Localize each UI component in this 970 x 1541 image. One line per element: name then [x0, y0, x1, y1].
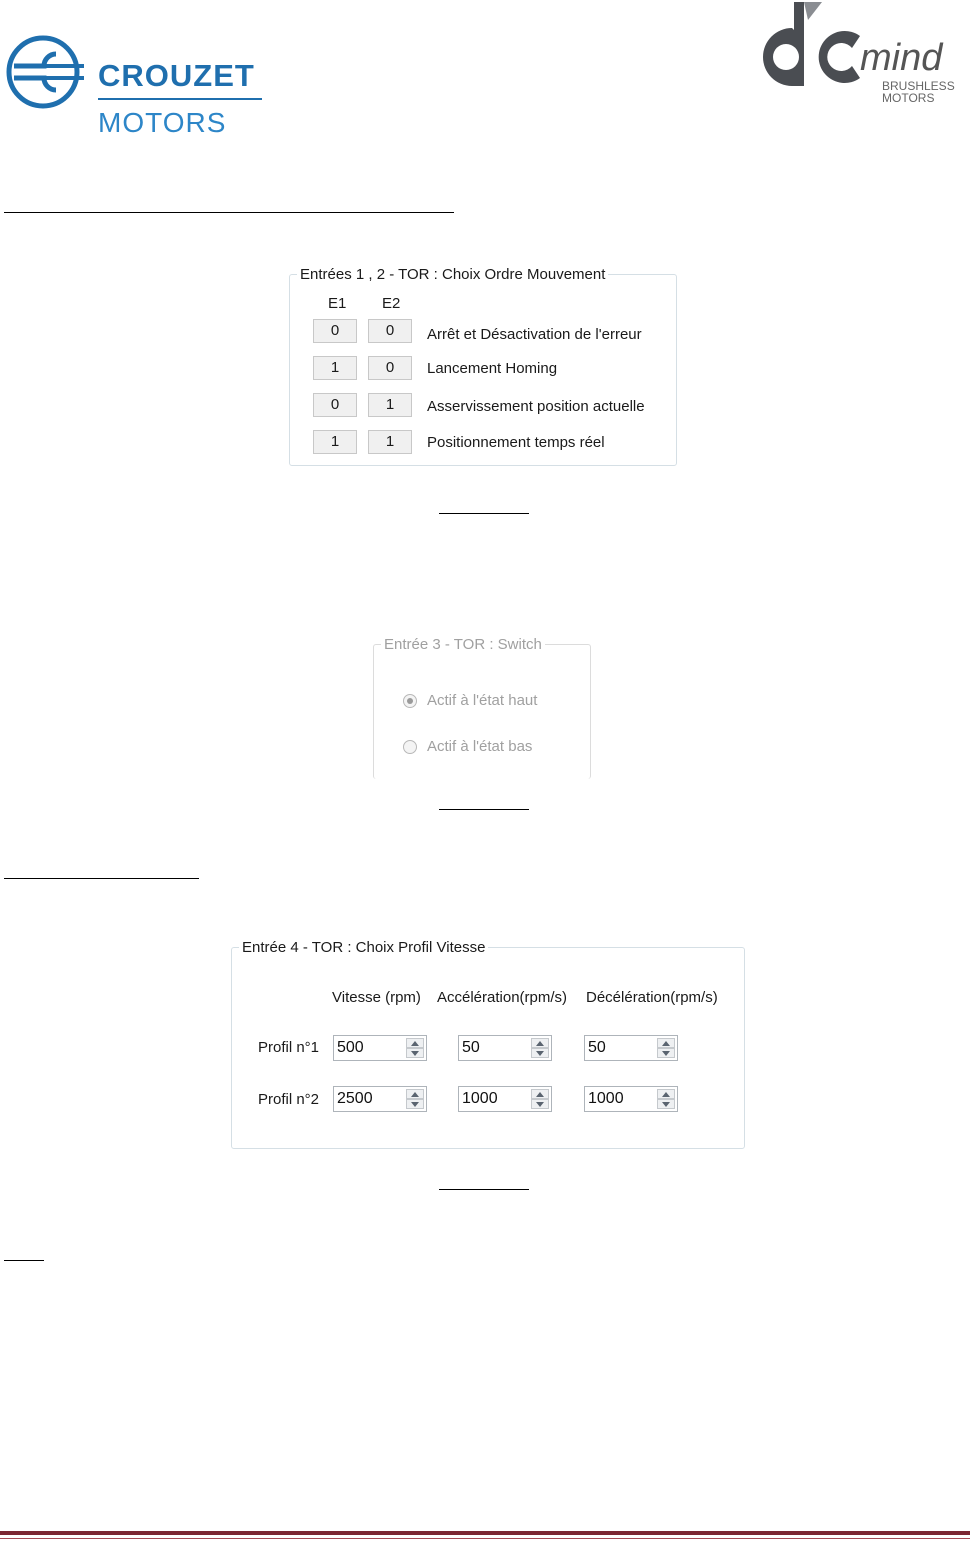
- crouzet-motors-logo: [4, 30, 264, 138]
- e1-value: 1: [313, 356, 357, 380]
- crouzet-divider: [98, 98, 262, 100]
- acceleration-2-spinbox[interactable]: [458, 1086, 552, 1112]
- caption-underline: [439, 513, 529, 514]
- arrow-up-icon: [662, 1092, 670, 1097]
- dc-logo-icon: [752, 0, 872, 100]
- column-header-e1: E1: [328, 295, 347, 312]
- arrow-up-icon: [411, 1041, 419, 1046]
- profil-1-label: Profil n°1: [258, 1039, 320, 1056]
- vitesse-2-spinbox[interactable]: [333, 1086, 427, 1112]
- spin-up-button[interactable]: [657, 1038, 675, 1048]
- arrow-down-icon: [536, 1051, 544, 1056]
- deceleration-2-spinbox[interactable]: [584, 1086, 678, 1112]
- e1-value: 0: [313, 393, 357, 417]
- deceleration-1-spinbox[interactable]: [584, 1035, 678, 1061]
- spin-value: 50: [588, 1039, 606, 1056]
- spin-up-button[interactable]: [657, 1089, 675, 1099]
- arrow-up-icon: [411, 1092, 419, 1097]
- groupbox-title: Entrées 1 , 2 - TOR : Choix Ordre Mouvement: [297, 266, 608, 284]
- spin-up-button[interactable]: [531, 1038, 549, 1048]
- spin-value: 500: [337, 1039, 364, 1056]
- spin-down-button[interactable]: [657, 1048, 675, 1058]
- row-label: Lancement Homing: [427, 360, 558, 377]
- vitesse-1-spinbox[interactable]: [333, 1035, 427, 1061]
- arrow-down-icon: [536, 1102, 544, 1107]
- profil-2-label: Profil n°2: [258, 1091, 320, 1108]
- switch-groupbox: [373, 644, 591, 779]
- header-acceleration: Accélération(rpm/s): [437, 989, 568, 1006]
- column-header-e2: E2: [382, 295, 401, 312]
- crouzet-logo-icon: [4, 34, 86, 110]
- spin-down-button[interactable]: [531, 1048, 549, 1058]
- e2-value: 0: [368, 356, 412, 380]
- caption-underline: [439, 809, 529, 810]
- motors-wordmark: MOTORS: [98, 107, 227, 138]
- spin-up-button[interactable]: [406, 1089, 424, 1099]
- radio-label: Actif à l'état haut: [427, 692, 538, 709]
- radio-selected-dot: [407, 698, 413, 704]
- spin-down-button[interactable]: [657, 1099, 675, 1109]
- spin-up-button[interactable]: [531, 1089, 549, 1099]
- spin-down-button[interactable]: [406, 1048, 424, 1058]
- e2-value: 0: [368, 319, 412, 343]
- spin-up-button[interactable]: [406, 1038, 424, 1048]
- radio-actif-bas[interactable]: [403, 740, 417, 754]
- heading-underline: [4, 878, 199, 879]
- dcmind-wordmark: mind: [860, 37, 943, 79]
- spin-down-button[interactable]: [406, 1099, 424, 1109]
- arrow-up-icon: [662, 1041, 670, 1046]
- motors-sub-text: MOTORS: [882, 91, 935, 105]
- row-label: Asservissement position actuelle: [427, 398, 645, 415]
- row-label: Positionnement temps réel: [427, 434, 605, 451]
- heading-underline: [4, 212, 454, 213]
- spin-down-button[interactable]: [531, 1099, 549, 1109]
- arrow-down-icon: [662, 1051, 670, 1056]
- e1-value: 0: [313, 319, 357, 343]
- row-label: Arrêt et Désactivation de l'erreur: [427, 326, 642, 343]
- arrow-down-icon: [411, 1051, 419, 1056]
- spin-value: 1000: [462, 1090, 498, 1107]
- dcmind-logo: [752, 0, 970, 110]
- acceleration-1-spinbox[interactable]: [458, 1035, 552, 1061]
- header-vitesse: Vitesse (rpm): [332, 989, 421, 1006]
- footer-bar: [0, 1531, 970, 1535]
- groupbox-title: Entrée 3 - TOR : Switch: [381, 636, 545, 654]
- e2-value: 1: [368, 393, 412, 417]
- spin-value: 50: [462, 1039, 480, 1056]
- radio-actif-haut[interactable]: [403, 694, 417, 708]
- groupbox-title: Entrée 4 - TOR : Choix Profil Vitesse: [239, 939, 488, 957]
- spin-value: 2500: [337, 1090, 373, 1107]
- header-deceleration: Décélération(rpm/s): [586, 989, 718, 1006]
- brushless-text: BRUSHLESS: [882, 79, 955, 93]
- e1-value: 1: [313, 430, 357, 454]
- footer-line: [0, 1538, 970, 1539]
- crouzet-wordmark: CROUZET: [98, 58, 255, 93]
- caption-underline: [439, 1189, 529, 1190]
- arrow-up-icon: [536, 1041, 544, 1046]
- arrow-down-icon: [411, 1102, 419, 1107]
- arrow-down-icon: [662, 1102, 670, 1107]
- heading-underline: [4, 1260, 44, 1261]
- spin-value: 1000: [588, 1090, 624, 1107]
- e2-value: 1: [368, 430, 412, 454]
- arrow-up-icon: [536, 1092, 544, 1097]
- radio-label: Actif à l'état bas: [427, 738, 533, 755]
